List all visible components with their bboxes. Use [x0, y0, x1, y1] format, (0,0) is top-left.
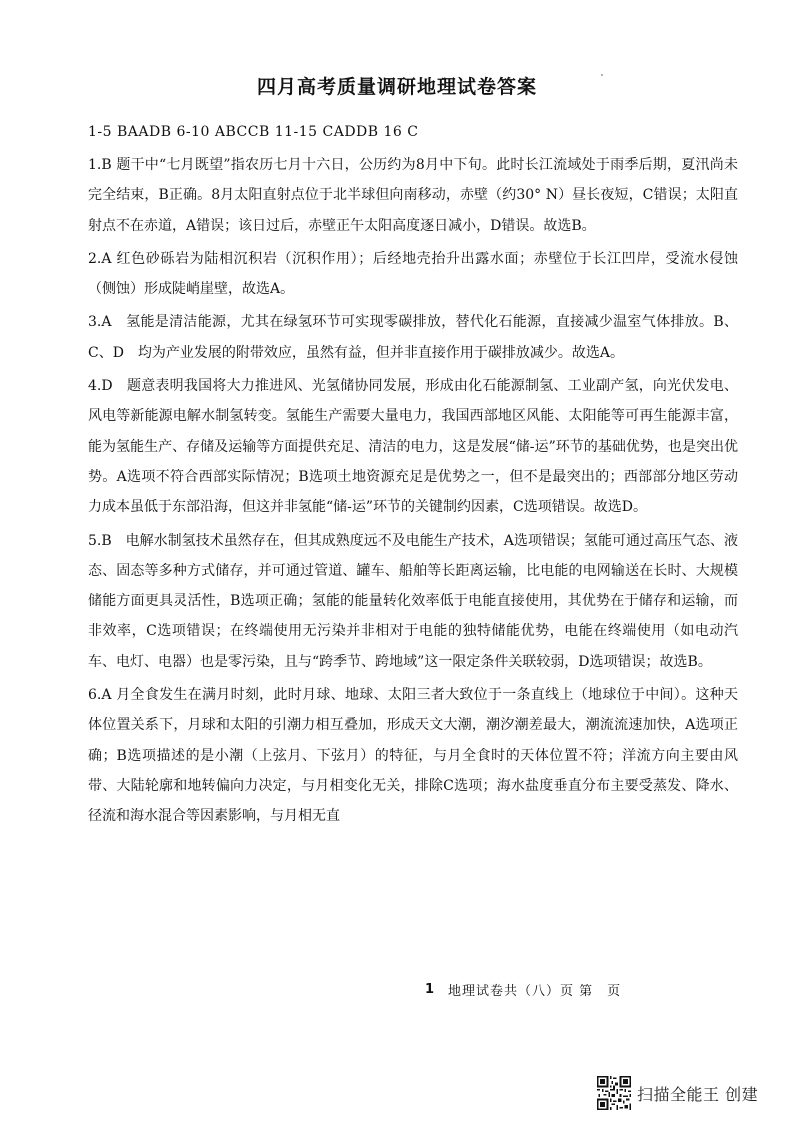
explanation-paragraph-6: 6.A 月全食发生在满月时刻，此时月球、地球、太阳三者大致位于一条直线上（地球位于中间）。这种天体位置关系下，月球和太阳的引潮力相互叠加，形成天文大潮，潮汐潮差最大，潮流流速加快，A选项正确；B选项描述的是小潮（上弦月、下弦月）的特征，与月全食时的天体位置不符；洋流方向主要由风带、大陆轮廓和地转偏向力决定，与月相变化无关，排除C选项；海水盐度垂直分布主要受蒸发、降水、径流和海水混合等因素影响，与月相无直 [88, 687, 738, 825]
explanation-paragraph-1: 1.B 题干中“七月既望”指农历七月十六日，公历约为8月中下旬。此时长江流域处于雨季后期，夏汛尚未完全结束，B正确。8月太阳直射点位于北半球但向南移动，赤壁（约30° N）昼长夜短，C错误；太阳直射点不在赤道，A错误；该日过后，赤壁正午太阳高度逐日减小，D错误。故选B。 [88, 157, 738, 234]
watermark-text: 扫描全能王 创建 [637, 1084, 759, 1104]
answer-explanations [88, 150, 738, 835]
page-title: 四月高考质量调研地理试卷答案 [256, 76, 537, 98]
explanation-paragraph-3: 3.A 氢能是清洁能源，尤其在绿氢环节可实现零碳排放，替代化石能源，直接减少温室气体排放。B、C、D 均为产业发展的附带效应，虽然有益，但并非直接作用于碳排放减少。故选A。 [88, 314, 738, 361]
explanation-paragraph-2: 2.A 红色砂砾岩为陆相沉积岩（沉积作用）；后经地壳抬升出露水面；赤壁位于长江凹岸，受流水侵蚀（侧蚀）形成陡峭崖壁，故选A。 [88, 250, 738, 298]
scanner-watermark [597, 1076, 758, 1110]
qr-code-icon [597, 1076, 631, 1110]
page-number: 1 [425, 982, 435, 997]
explanation-paragraph-5: 5.B 电解水制氢技术虽然存在，但其成熟度远不及电能生产技术，A选项错误；氢能可通过高压气态、液态、固态等多种方式储存，并可通过管道、罐车、船舶等长距离运输，比电能的电网输送在长时、大规模储能方面更具灵活性，B选项正确；氢能的能量转化效率低于电能直接使用，其优势在于储存和运输，而非效率，C选项错误；在终端使用无污染并非相对于电能的独特储能优势，电能在终端使用（如电动汽车、电灯、电器）也是零污染，且与“跨季节、跨地域”这一限定条件关联较弱，D选项错误；故选B。 [88, 532, 738, 670]
explanation-paragraph-4: 4.D 题意表明我国将大力推进风、光氢储协同发展，形成由化石能源制氢、工业副产氢，向光伏发电、风电等新能源电解水制氢转变。氢能生产需要大量电力，我国西部地区风能、太阳能等可再生能源丰富，能为氢能生产、存储及运输等方面提供充足、清洁的电力，这是发展“储-运”环节的基础优势，也是突出优势。A选项不符合西部实际情况；B选项土地资源充足是优势之一，但不是最突出的；西部部分地区劳动力成本虽低于东部沿海，但这并非氢能“储-运”环节的关键制约因素，C选项错误。故选D。 [88, 378, 738, 516]
answer-key: 1-5 BAADB 6-10 ABCCB 11-15 CADDB 16 C [88, 124, 419, 140]
footer-label: 地理试卷共（八）页 第 页 [448, 984, 622, 999]
